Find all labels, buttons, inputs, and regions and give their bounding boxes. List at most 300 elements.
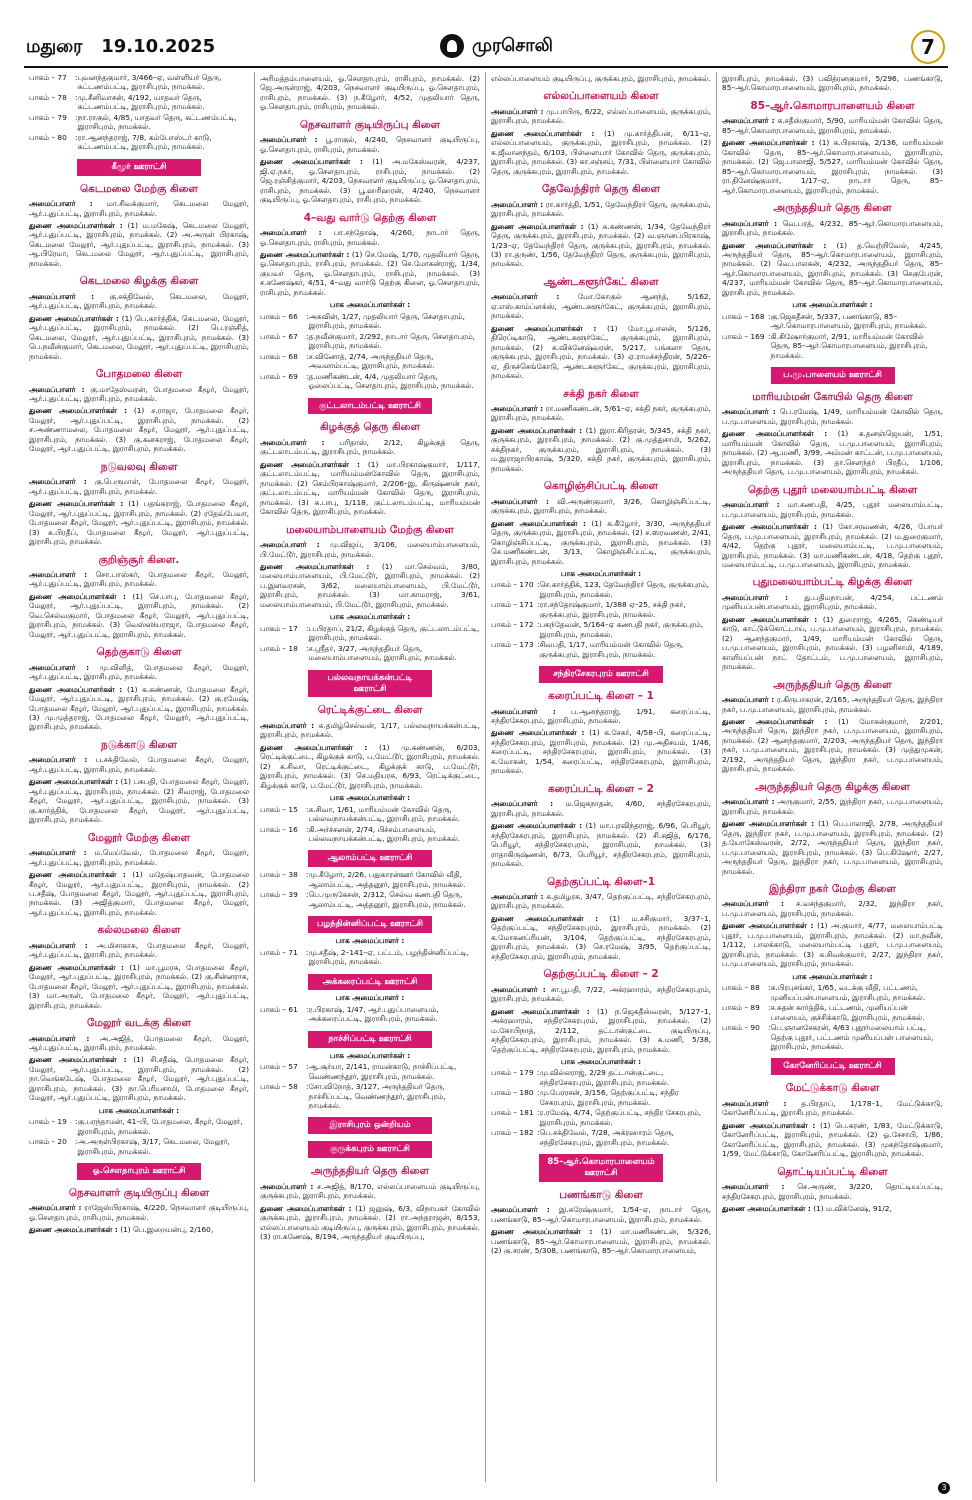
organiser-paragraph — [491, 324, 711, 381]
role-label: அமைப்பாளர் : — [722, 407, 776, 417]
branch-heading: பணங்காடு கிளை — [559, 1188, 643, 1201]
organiser-paragraph — [29, 199, 249, 218]
panchayat-banner: குட்டலாடம்பட்டி ஊராட்சி — [308, 398, 432, 415]
booth-entry — [491, 1108, 711, 1127]
separator: : — [306, 351, 309, 361]
organiser-paragraph — [491, 404, 711, 423]
organiser-paragraph — [260, 157, 480, 204]
organiser-paragraph — [29, 870, 249, 917]
panchayat-banner: நாச்சிப்பட்டி ஊராட்சி — [308, 1031, 432, 1048]
branch-heading: மாரியம்மன் கோயில் தெரு கிளை — [752, 391, 913, 403]
booth-entry — [491, 1068, 711, 1087]
panchayat-banner: பழந்தின்னிப்பட்டி ஊராட்சி — [308, 916, 432, 933]
organiser-paragraph — [722, 899, 943, 918]
branch-heading: குறிஞ்சூர் கிளை. — [98, 553, 180, 566]
booth-organiser: நா.ராகுல், 4/85, யாதவர் தெரு, கட்டணம்பட்டி, இராசிபுரம், நாமக்கல். — [77, 112, 237, 132]
panchayat-banner: ஓ.சௌதாபுரம் ஊராட்சி — [77, 1163, 201, 1180]
booth-organiser: மு.பேரரசன், 3/156, தெற்குப்பட்டி, சந்திர சேகரபுரம், இராசிபுரம், நாமக்கல். — [539, 1088, 679, 1107]
booth-organiser: சிவபதி, 1/17, மாரியம்மன் கோவில் தெரு, குருக்கபுரம், இராசிபுரம், நாமக்கல். — [539, 640, 684, 659]
organiser-paragraph — [29, 499, 249, 546]
separator: : — [75, 92, 78, 102]
booth-number: பாகம் – 58 — [260, 1082, 298, 1092]
organiser-details: ம.மெய்வேல், போதமலை கீழூர், மேலூர், ஆர்.புதுப்பட்டி, இராசிபுரம், நாமக்கல். — [29, 848, 249, 867]
organiser-paragraph — [491, 497, 711, 516]
organiser-paragraph — [29, 1034, 249, 1053]
organiser-details: ப.சக்திவேல், போதமலை கீழூர், மேலூர், ஆர்.புதுப்பட்டி, இராசிபுரம், நாமக்கல். — [29, 755, 249, 774]
organiser-details: இ.சுரேஷ்குமார், 1/54–ஏ, நாடார் தெரு, பணங்காடு, 85–ஆர்.கொமாரபாளையம், இராசிபுரம், நாமக்கல். — [491, 1205, 711, 1224]
booth-organiser: கு.பரந்தாமன், 41–பி, போதமலை, கீழூர், மேலூர், இராசிபுரம், நாமக்கல். — [77, 1117, 243, 1136]
corner-page-marker: 3 — [938, 1482, 950, 1494]
organiser-details: மு.விளித், போதமலை கீழூர், மேலூர், ஆர்.புதுப்பட்டி, இராசிபுரம், நாமக்கல். — [29, 662, 249, 682]
separator: : — [768, 1003, 771, 1013]
role-label: துணை அமைப்பாளர்கள் : — [260, 157, 363, 167]
organiser-paragraph — [722, 695, 943, 714]
organiser-details: (1) பெ.இறையன்பு, 2/160, — [120, 1225, 214, 1235]
organiser-paragraph — [722, 1204, 943, 1213]
separator: : — [537, 600, 540, 610]
organiser-paragraph — [29, 777, 249, 824]
organiser-details: செ.அருண், 3/220, தொட்டியப்பட்டி, சந்திரசேகரபுரம், இராசிபுரம், நாமக்கல். — [722, 1182, 943, 1201]
organiser-paragraph — [722, 74, 943, 93]
organiser-paragraph — [722, 615, 943, 672]
role-label: துணை அமைப்பாளர்கள் : — [29, 777, 119, 787]
paper-name: முரசொலி — [472, 34, 553, 56]
issue-date: 19.10.2025 — [101, 36, 216, 57]
organiser-paragraph — [29, 663, 249, 682]
organiser-paragraph — [722, 1121, 943, 1159]
organiser-details: ரா.கார்த்தி, 1/51, தேவேந்திரர் தெரு, குருக்கபுரம், இராசிபுரம், நாமக்கல். — [491, 199, 712, 219]
organiser-paragraph — [260, 250, 480, 297]
booth-entry — [491, 620, 711, 639]
branch-heading: மலையாம்பாளையம் மேற்கு கிளை — [286, 523, 454, 536]
organiser-paragraph — [29, 592, 249, 639]
role-label: அமைப்பாளர் : — [29, 477, 87, 487]
organiser-details: (1) சி.சதீஷ், போதமலை கீழூர், மேலூர், ஆர்.புதுப்பட்டி, இராசிபுரம், நாமக்கல். (2) நா.வெங்கடேஷ், போதமலை கீழூர், மேலூர், ஆர்.புதுப்பட்டி, இராசிபுரம், நாமக்கல். (3) நா.பெரியசாமி, போதமலை கீழூர், மேலூர், ஆர்.புதுப்பட்டி, இராசிபுரம், நாமக்கல். — [29, 1055, 249, 1103]
branch-heading: தெற்குப்பட்டி கிளை – 2 — [543, 968, 659, 981]
booth-subheading: பாக அமைப்பாளர்கள் : — [329, 612, 411, 622]
booth-organiser: கி.அர்ச்சனன், 2/74, பிச்சம்பாளையம், பல்லவநாயக்கன்பட்டி, இராசிபுரம், நாமக்கல். — [308, 824, 460, 843]
booth-entry — [722, 1023, 943, 1051]
booth-organiser: சோ.விநோத், 3/127, அருந்ததியர் தெரு, நாச்சிப்பட்டி, வெண்ணந்தூர், இராசிபுரம், நாமக்கல். — [308, 1082, 446, 1110]
organiser-details: (1) பெ.கார்த்திக், கெடமலை, மேலூர், ஆர்.புதுப்பட்டி, இராசிபுரம், நாமக்கல். (2) பெ.ரஞ்சித், கெடமலை, மேலூர், ஆர்.புதுப்பட்டி, இராசிபுரம், நாமக்கல். (3) பெ.நவீன்குமார், கெடமலை, மேலூர், ஆர்.புதுப்பட்டி, இராசிபுரம், நாமக்கல். — [29, 313, 249, 361]
column — [255, 72, 486, 1482]
role-label: அமைப்பாளர் : — [491, 984, 546, 994]
role-label: துணை அமைப்பாளர்கள் : — [29, 313, 119, 323]
organiser-details: (1) ஜனுஷ், 6/3, விநாயகர் கோவில் குருக்கபுரம், இராசிபுரம், நாமக்கல். (2) ரா.அந்தராஜன், 8/153, எல்லப்பாளையம் குடியிருப்பு, குருக்கபுரம், இராசிபுரம், நாமக்கல். (3) ரா.கணேஷ், 8/194, அருந்ததியர் குடியிருப்பு, — [260, 1203, 480, 1241]
role-label: துணை அமைப்பாளர்கள் : — [491, 1006, 590, 1016]
organiser-details: (1) ம.மகேஷ், கெடமலை மேலூர், ஆர்.புதுப்பட்டி, இராசிபுரம், நாமக்கல். (2) அ.அருள் பிரகாஷ், கெடமலை மேலூர், ஆர்.புதுப்பட்டி, இராசிபுரம், நாமக்கல். (3) ஆ.பிரேமா, கெடமலை மேலூர், ஆர்.புதுப்பட்டி, இராசிபுரம், நாமக்கல். — [29, 221, 249, 268]
booth-entry — [260, 948, 480, 967]
organiser-details: (1) பசுபதி, போதமலை கீழூர், மேலூர், ஆர்.புதுப்பட்டி, இராசிபுரம், நாமக்கல். (2) சிவராஜ், போதமலை கீழூர், மேலூர், ஆர்.புதுப்பட்டி, இராசிபுரம், நாமக்கல். (3) கு.கார்த்திக், போதமலை கீழூர், மேலூர், ஆர்.புதுப்பட்டி, இராசிபுரம், நாமக்கல். — [29, 777, 249, 825]
organiser-details: து.பதிமநாபன், 4/254, பட்டணம் முனியப்பன்பாளையம், இராசிபுரம், நாமக்கல். — [722, 592, 943, 612]
role-label: துணை அமைப்பாளர்கள் : — [29, 870, 126, 880]
branch-heading: நடுவலவு கிளை — [100, 460, 178, 473]
booth-number: பாகம் – 88 — [722, 983, 760, 993]
role-label: அமைப்பாளர் : — [491, 106, 544, 116]
panchayat-banner: ப.மு.பாளையம் ஊராட்சி — [771, 367, 895, 384]
role-label: துணை அமைப்பாளர்கள் : — [260, 742, 368, 752]
booth-number: பாகம் – 181 — [491, 1108, 534, 1118]
organiser-paragraph — [29, 1225, 249, 1234]
organiser-details: (1) கோ.சரவணன், 4/26, போயர் தெரு, ப.மு.பாளையம், இராசிபுரம், நாமக்கல். (2) ம.துரைகுமார், 4/42, தெற்கு புதூர், மலையாம்பட்டி, ப.மு.பாளையம், இராசிபுரம், நாமக்கல். (3) மா.மணிகண்டன், 4/18, தெற்கு புதூர், மலையாம்பட்டி, ப.மு.பாளையம், இராசிபுரம், நாமக்கல். — [722, 522, 943, 569]
booth-entry — [491, 600, 711, 619]
branch-heading: மேலூர் வடக்கு கிளை — [87, 1017, 191, 1030]
separator: : — [537, 620, 540, 630]
organiser-paragraph — [722, 1182, 943, 1201]
separator: : — [537, 1068, 540, 1078]
booth-organiser: ச.வினோத், 2/74, அருந்ததியர் தெரு, அவலாம்பட்டி, இராசிபுரம், நாமக்கல். — [308, 351, 435, 371]
booth-organiser: அ.அருள்பிரகாஷ், 3/17, கெடமலை, மேலூர், இராசிபுரம், நாமக்கல். — [77, 1137, 230, 1156]
organiser-paragraph — [722, 116, 943, 135]
booth-number: பாகம் – 69 — [260, 371, 298, 381]
booth-number: பாகம் – 169 — [722, 331, 765, 341]
organiser-paragraph — [260, 1182, 480, 1201]
organiser-details: (1) மு.கண்ணன், 6/203, ரெட்டிக்குட்டை, கிழக்குக் காடு, ப.மேட்டூர், இராசிபுரம், நாமக்கல். (2) க.சிவா, ரெட்டிக்குட்டை, கிழக்குக் காடு, ப.மேட்டூர், இராசிபுரம், நாமக்கல். (3) செ.மதியரசு, 6/93, ரெட்டிக்குட்டை, கிழக்குக் காடு, ப.மேட்டூர், இராசிபுரம், நாமக்கல். — [260, 742, 480, 790]
organiser-paragraph — [491, 426, 711, 473]
role-label: துணை அமைப்பாளர்கள் : — [491, 221, 584, 231]
role-label: துணை அமைப்பாளர்கள் : — [29, 499, 124, 509]
organiser-paragraph — [260, 74, 480, 112]
organiser-details: (1) பெ.பாலாஜி, 2/78, அருந்ததியர் தெரு, இந்திரா நகர், ப.மு.பாளையம், இராசிபுரம், நாமக்கல். (2) த.யோகேஸ்வரன், 2/72, அருந்ததியர் தெரு, இந்திரா நகர், ப.மு.பாளையம், இராசிபுரம், நாமக்கல். (3) பெ.கிஷோர், 2/27, அருந்ததியர் தெரு, இந்திரா நகர், ப.மு.பாளையம், இராசிபுரம், நாமக்கல். — [722, 819, 943, 876]
role-label: துணை அமைப்பாளர்கள் : — [491, 821, 583, 831]
separator: : — [306, 824, 309, 834]
organiser-paragraph — [260, 460, 480, 517]
organiser-details: (1) துரைராஜ், 4/265, கெண்டியர் காடு, காட்டுக்கொட்டாய், ப.மு.பாளையம், இராசிபுரம், நாமக்கல். (2) ஆனந்தகுமார், 1/49, மாரியம்மன் கோவில் தெரு, ப.மு.பாளையம், இராசிபுரம், நாமக்கல். (3) பழனிசாமி, 4/189, காளியப்பன் நாட் தோட்டம், ப.மு.பாளையம், இராசிபுரம், நாமக்கல். — [722, 614, 943, 672]
organiser-paragraph — [260, 228, 480, 247]
organiser-paragraph — [722, 522, 943, 569]
booth-entry — [29, 113, 249, 132]
branch-heading: 4–வது வார்டு தெற்கு கிளை — [303, 211, 437, 224]
role-label: அமைப்பாளர் : — [29, 1203, 82, 1213]
branch-heading: அருந்ததியர் தெரு கிளை — [310, 1165, 430, 1178]
booth-number: பாகம் – 180 — [491, 1088, 534, 1098]
role-label: அமைப்பாளர் : — [722, 797, 775, 807]
role-label: அமைப்பாளர் : — [491, 404, 544, 413]
role-label: துணை அமைப்பாளர்கள் : — [260, 561, 370, 571]
role-label: அமைப்பாளர் : — [722, 218, 778, 228]
branch-heading: தெற்குப்பட்டி கிளை–1 — [547, 875, 655, 888]
booth-subheading: பாக அமைப்பாளர்கள் : — [329, 300, 411, 310]
organiser-details: பெ.ரமேஷ், 1/49, மாரியம்மன் கோவில் தெரு, ப.மு.பாளையம், இராசிபுரம், நாமக்கல். — [722, 407, 943, 426]
role-label: அமைப்பாளர் : — [491, 706, 556, 716]
booth-number: பாகம் – 19 — [29, 1117, 67, 1127]
booth-entry — [722, 332, 943, 360]
organiser-paragraph — [29, 755, 249, 774]
booth-organiser: செ.கார்த்திக், 123, தேவேந்திரர் தெரு, குருக்கபுரம், இராசிபுரம், நாமக்கல். — [539, 580, 710, 599]
organiser-details: கு.பெருமாள், போதமலை கீழூர், மேலூர், ஆர்.புதுப்பட்டி, இராசிபுரம், நாமக்கல். — [29, 477, 249, 496]
organiser-paragraph — [491, 519, 711, 566]
separator: : — [75, 1117, 78, 1127]
role-label: அமைப்பாளர் : — [29, 569, 88, 579]
booth-organiser: ச.ஸ்ரீதர், 3/27, அருந்ததியர் தெரு, மலையாம்பாளையம், இராசிபுரம், நாமக்கல். — [308, 643, 457, 663]
organiser-paragraph — [722, 717, 943, 774]
organiser-paragraph — [491, 222, 711, 269]
booth-number: பாகம் – 17 — [260, 623, 298, 633]
organiser-paragraph — [491, 200, 711, 219]
role-label: அமைப்பாளர் : — [491, 199, 544, 209]
organiser-paragraph — [491, 985, 711, 1004]
booth-subheading: பாக அமைப்பாளர்கள் : — [560, 569, 642, 578]
role-label: அமைப்பாளர் : — [722, 1098, 787, 1108]
booth-entry — [29, 133, 249, 152]
branch-heading: இந்திரா நகர் மேற்கு கிளை — [769, 883, 896, 895]
booth-organiser: பெ.ஞானசேகரன், 4/63 புதூர்மலையாம் பட்டி, தெற்கு புதூர், பட்டணம் முனியப்பன் பாளையம், இராசிபுரம், நாமக்கல். — [770, 1023, 934, 1051]
role-label: துணை அமைப்பாளர்கள் : — [260, 459, 360, 469]
panchayat-banner: 85–ஆர்.கொமாரபாளையம் ஊராட்சி — [539, 1154, 663, 1182]
organiser-details: (1) க.கீழோர், 3/30, அருந்ததியர் தெரு, குருக்கபுரம், இராசிபுரம், நாமக்கல். (2) ச.ஸரவணன், 2/41, கொழிஞ்சிப்பட்டி, குருக்கபுரம், இராசிபுரம், நாமக்கல். (3) செ.மணிகண்டன், 3/13, கொழிஞ்சிப்பட்டி, குருக்கபுரம், இராசிபுரம், நாமக்கல். — [491, 518, 711, 566]
separator: : — [306, 623, 309, 633]
separator: : — [537, 640, 540, 650]
organiser-paragraph — [29, 406, 249, 453]
organiser-details: (1) பதங்கராஜ், போதமலை கீழூர், மேலூர், ஆர்.புதுப்பட்டி, இராசிபுரம், நாமக்கல். (2) ரதேவ்பேவா, போதமலை கீழூர், மேலூர், ஆர்.புதுப்பட்டி, இராசிபுரம், நாமக்கல். (3) சு.பிரதீப், போதமலை கீழூர், மேலூர், ஆர்.புதுப்பட்டி, இராசிபுரம், நாமக்கல். — [29, 499, 249, 547]
organiser-details: வெ.பரத், 4/232, 85–ஆர்.கொமாரபாளையம், இராசிபுரம், நாமக்கல். — [722, 218, 943, 238]
booth-number: பாகம் – 71 — [260, 947, 298, 957]
organiser-details: சொ.பாஸ்கர், போதமலை கீழூர், மேலூர், ஆர்.புதுப்பட்டி, இராசிபுரம், நாமக்கல். — [29, 569, 250, 589]
branch-heading: புதுமலையாம்பட்டி கிழக்கு கிளை — [752, 576, 913, 589]
role-label: துணை அமைப்பாளர்கள் : — [722, 819, 815, 829]
booth-number: பாகம் – 20 — [29, 1137, 67, 1147]
role-label: அமைப்பாளர் : — [29, 662, 90, 672]
role-label: அமைப்பாளர் : — [29, 384, 85, 394]
separator: : — [306, 331, 309, 341]
branch-heading: சக்தி நகர் கிளை — [563, 387, 639, 400]
separator: : — [768, 311, 771, 321]
organiser-details: க.சதீஸ்குமார், 5/90, மாரியம்மன் கோவில் தெரு, 85–ஆர்.கொமாரபாளையம், இராசிபுரம், நாமக்கல். — [722, 116, 943, 135]
branch-heading: 85–ஆர்.கொமாரபாளையம் கிளை — [750, 99, 915, 112]
booth-number: பாகம் – 90 — [722, 1023, 760, 1033]
organiser-paragraph — [29, 292, 249, 311]
organiser-details: (1) இரா.கிரிதரன், 5/345, சக்தி நகர், குருக்கபுரம், இராசிபுரம், நாமக்கல். (2) கு.முத்துசாமி, 5/262, சக்திநகர், குருக்கபுரம், இராசிபுரம், நாமக்கல். (3) ம.இராஜாபிரகாஷ், 5/320, சக்தி நகர், குருக்கபுரம், இராசிபுரம், நாமக்கல். — [491, 425, 712, 473]
separator: : — [306, 870, 309, 880]
organiser-details: ராஜேஸ்பிரகாஷ், 4/220, நெசவாளர் குடியிருப்பு, ஓ.சௌதாபுரம், ராசிபுரம், நாமக்கல். — [29, 1203, 250, 1222]
organiser-paragraph — [491, 799, 711, 818]
role-label: துணை அமைப்பாளர்கள் : — [29, 962, 124, 972]
booth-number: பாகம் – 57 — [260, 1062, 298, 1072]
role-label: துணை அமைப்பாளர்கள் : — [491, 913, 599, 923]
organiser-paragraph — [491, 821, 711, 868]
booth-organiser: பெ.முருகேசன், 2/312, செல்வ கணபதி தெரு, ஆலாம்பட்டி, அத்தனூர், இராசிபுரம், நாமக்கல். — [308, 890, 466, 909]
booth-subheading: பாக அமைப்பாளர்கள் : — [98, 1105, 180, 1115]
organiser-paragraph — [491, 129, 711, 176]
organiser-details: (1) மா.மணிகண்டன், 5/326, பணங்காடு, 85–ஆர்.கொமாரபாளையம், இராசிபுரம், நாமக்கல். (2) கு.சரண், 5/308, பணங்காடு, 85–ஆர்.கொமாரபாளையம், — [491, 1227, 711, 1256]
role-label: அமைப்பாளர் : — [491, 496, 549, 506]
organiser-details: கு.சக்திவேல், கெடமலை, மேலூர், ஆர்.புதுப்பட்டி, இராசிபுரம், நாமக்கல். — [29, 291, 249, 311]
booth-entry — [260, 1082, 480, 1110]
branch-heading: அருந்ததியர் தெரு கிளை — [773, 678, 892, 691]
separator: : — [768, 983, 771, 993]
organiser-details: ர.கிருபாகரன், 2/165, அருந்ததியர் தெரு, இந்திரா நகர், ப.மு.பாளையம், இராசிபுரம், நாமக்கல். — [722, 695, 944, 714]
booth-number: பாகம் – 173 — [491, 640, 534, 650]
organiser-details: (1) க.சேகர், 4/58–பி, கரைப்பட்டி, சந்திரசேகரபுரம், இராசிபுரம், நாமக்கல். (2) மு.அதிசயம், 1/46, கரைப்பட்டி, சந்திரசேகரபுரம், இராசிபுரம், நாமக்கல். (3) க.மோகன், 1/54, கரைப்பட்டி, சந்திரசேகரபுரம், இராசிபுரம், நாமக்கல். — [491, 728, 711, 776]
booth-subheading: பாக அமைப்பாளர் : — [335, 936, 405, 946]
booth-number: பாகம் – 66 — [260, 311, 298, 321]
role-label: துணை அமைப்பாளர்கள் : — [722, 1120, 816, 1130]
organiser-paragraph — [722, 241, 943, 298]
organiser-details: க.தமிழ்செல்வன், 1/17, பல்லவநாயக்கன்பட்டி, இராசிபுரம், நாமக்கல். — [260, 720, 480, 740]
role-label: அமைப்பாளர் : — [260, 540, 320, 550]
role-label: அமைப்பாளர் : — [722, 116, 775, 126]
role-label: துணை அமைப்பாளர்கள் : — [722, 1203, 811, 1213]
booth-number: பாகம் – 170 — [491, 580, 534, 590]
organiser-paragraph — [260, 540, 480, 559]
booth-entry — [260, 332, 480, 351]
booth-organiser: பசுந்தேவன், 5/164–ஏ கணபதி நகர், குருக்கபுரம், இராசிபுரம், நாமக்கல். — [539, 620, 704, 639]
booth-subheading: பாக அமைப்பாளர் : — [335, 993, 405, 1003]
organiser-details: அ.அஜித், போதமலை கீழூர், மேலூர், ஆர்.புதுப்பட்டி, இராசிபுரம், நாமக்கல். — [29, 1033, 249, 1052]
organiser-details: (1) செ.பாபு, போதமலை கீழூர், மேலூர், ஆர்.புதுப்பட்டி, இராசிபுரம், நாமக்கல். (2) வெ.செல்வகுமார், போதமலை கீழூர், மேலூர், ஆர்.புதுப்பட்டி, இராசிபுரம், நாமக்கல். (3) வெஸ்ஸியராஜா, போதமலை கீழூர், மேலூர், ஆர்.புதுப்பட்டி, இராசிபுரம், நாமக்கல். — [29, 591, 249, 639]
branch-heading: கொழிஞ்சிப்பட்டி கிளை — [543, 480, 659, 493]
organiser-details: (1) மா.புரவிந்தராஜ், 6/96, பெரியூர், சந்திரசேகரபுரம், இராசிபுரம், நாமக்கல். (2) சி.சுஜித், 6/176, பெரியூர், சந்திரசேகரபுரம், இராசிபுரம், நாமக்கல். (3) ராதாகிருஷ்ணன், 6/73, பெரியூர், சந்திரசேகரபுரம், இராசிபுரம், நாமக்கல். — [491, 821, 711, 869]
organiser-paragraph — [491, 74, 711, 83]
panchayat-banner: குருக்கபுரம் ஊராட்சி — [308, 1141, 432, 1158]
organiser-details: அ.மிசாகாசு, போதமலை கீழூர், மேலூர், ஆர்.புதுப்பட்டி, இராசிபுரம், நாமக்கல். — [29, 940, 249, 960]
organiser-details: (1) ம.சசிகுமார், 3/37–1, தெற்குப்பட்டி, சந்திரசேகரபுரம், இராசிபுரம், நாமக்கல். (2) க.மோகனப்ரியன், 3/104, தெற்குப்பட்டி, சந்திரசேகரபுரம், இராசிபுரம், நாமக்கல். (3) செ.ரமேஷ், 3/95, தெற்குப்பட்டி, சந்திரசேகரபுரம், இராசிபுரம், நாமக்கல். — [491, 913, 711, 961]
booth-number: பாகம் – 89 — [722, 1003, 760, 1013]
branch-heading: அருந்ததியர் தெரு கிழக்கு கிளை — [755, 780, 910, 793]
separator: : — [537, 1108, 540, 1118]
organiser-paragraph — [722, 500, 943, 519]
branch-heading: தெற்கு புதூர் மலையாம்பட்டி கிளை — [747, 483, 918, 496]
separator: : — [306, 1082, 309, 1092]
booth-entry — [29, 73, 249, 92]
organiser-details: பா.சந்தோஷ், 4/260, நாடார் தெரு, ஓ.சௌதாபுரம், ராசிபுரம், நாமக்கல். — [260, 228, 480, 247]
separator: : — [768, 331, 771, 341]
organiser-paragraph — [491, 728, 711, 775]
branch-heading: கரைப்பட்டி கிளை – 1 — [548, 690, 654, 703]
role-label: அமைப்பாளர் : — [29, 1033, 90, 1043]
organiser-paragraph — [491, 292, 711, 320]
separator: : — [537, 580, 540, 590]
branch-heading: நடுக்காடு கிளை — [100, 738, 178, 751]
organiser-details: ச.வசந்தகுமார், 2/32, இந்திரா நகர், ப.மு.பாளையம், இராசிபுரம், நாமக்கல். — [722, 899, 944, 918]
organiser-paragraph — [722, 407, 943, 426]
role-label: துணை அமைப்பாளர்கள் : — [491, 518, 586, 528]
organiser-details: (1) ந.ஜெகதீஸ்வரன், 5/127–1, அக்ரஹாரம், சந்திரசேகரபுரம், இராசிபுரம், நாமக்கல். (2) ம.கோபிநாத், 2/112, தட்டான்குட்டை குடியிருப்பு, சந்திரசேகரபுரம், இராசிபுரம், நாமக்கல். (3) சு.மணி, 5/38, தெற்குப்பட்டி, சந்திரசேகரபுரம், இராசிபுரம், நாமக்கல். — [491, 1006, 711, 1054]
organiser-details: (1) மா.செல்வம், 3/80, மலையாம்பாளையம், பி.மேட்டூர், இராசிபுரம், நாமக்கல். (2) ப.இளவரசன், 3/62, மலையாம்பாளையம், பி.மேட்டூர், இராசிபுரம், நாமக்கல். (3) மா.காமராஜ், 3/61, மலையாம்பாளையம், பி.மேட்டூர், இராசிபுரம், நாமக்கல். — [260, 561, 480, 609]
organiser-details: (1) ம.விக்னேஷ், 91/2, — [813, 1203, 892, 1213]
organiser-details: மோ.கோகுல் ஆனந்த், 5/162, ஏ.எஸ்.காம்ப்ளக்ஸ், ஆண்டகளூர்கேட், குருக்கபுரம், இராசிபுரம், நாமக்கல். — [491, 292, 711, 321]
branch-heading: தேவேந்திரர் தெரு கிளை — [541, 183, 661, 196]
role-label: அமைப்பாளர் : — [491, 1205, 550, 1215]
booth-number: பாகம் – 79 — [29, 112, 67, 122]
branch-heading: தொட்டியப்பட்டி கிளை — [777, 1165, 888, 1178]
role-label: அமைப்பாளர் : — [491, 292, 560, 302]
role-label: அமைப்பாளர் : — [260, 135, 318, 145]
booth-number: பாகம் – 16 — [260, 824, 298, 834]
organiser-paragraph — [722, 429, 943, 476]
organiser-paragraph — [260, 1204, 480, 1242]
organiser-details: மு.விஜய், 3/106, மலையாம்பாளையம், பி.மேட்டூர், இராசிபுரம், நாமக்கல். — [260, 540, 480, 559]
role-label: துணை அமைப்பாளர்கள் : — [491, 728, 585, 738]
organiser-paragraph — [722, 593, 943, 612]
branch-heading: தெற்குகாடு கிளை — [96, 646, 182, 659]
role-label: அமைப்பாளர் : — [722, 695, 775, 705]
panchayat-banner: இராசிபுரம் ஒன்றியம் — [308, 1117, 432, 1134]
organiser-paragraph — [260, 721, 480, 740]
branch-heading: போதமலை கிளை — [95, 368, 183, 381]
booth-entry — [260, 372, 480, 391]
role-label: துணை அமைப்பாளர்கள் : — [260, 1203, 352, 1213]
booth-organiser: ர.பிரகாஷ், 1/47, ஆர்.புதுப்பாளையம், அக்கரைப்பட்டி, இராசிபுரம், நாமக்கல். — [308, 1004, 439, 1024]
separator: : — [768, 1023, 771, 1033]
organiser-details: (1) அ.மகேஸ்வரன், 4/237, ஜி.ஏ.நகர், ஓ.சௌதாபுரம், ராசிபுரம், நாமக்கல். (2) ஜெ.ரஞ்சித்குமார், 4/203, நெசவாளர் குடியிருப்பு, ஓ.சௌதாபுரம், ராசிபுரம், நாமக்கல். (3) பூ.ஹரிஹரன், 4/240, நெசவாளர் குடியிருப்பு, ஓ.சௌதாபுரம், ராசிபுரம், நாமக்கல். — [260, 157, 480, 205]
columns — [24, 72, 948, 1482]
branch-heading: மேட்டுக்காடு கிளை — [785, 1082, 880, 1095]
booth-number: பாகம் – 18 — [260, 643, 298, 653]
branch-heading: நெசவாளர் குடியிருப்பு கிளை — [299, 118, 441, 131]
organiser-paragraph — [722, 797, 943, 816]
booth-number: பாகம் – 78 — [29, 92, 67, 102]
separator: : — [75, 112, 78, 122]
booth-entry — [491, 1088, 711, 1107]
booth-number: பாகம் – 38 — [260, 870, 298, 880]
booth-organiser: மு.சீனிவாசன், 4/192, யாதவர் தெரு, கட்டணம்பட்டி, இராசிபுரம், நாமக்கல். — [77, 92, 205, 112]
column — [486, 72, 717, 1482]
branch-heading: எல்லப்பாளையம் கிளை — [543, 90, 659, 103]
organiser-details: க.தமிழரசு, 3/47, தெற்குப்பட்டி, சந்திரசேகரபுரம், இராசிபுரம், நாமக்கல். — [491, 891, 711, 911]
organiser-paragraph — [260, 438, 480, 457]
booth-number: பாகம் – 168 — [722, 311, 765, 321]
booth-organiser: ர.ரமேஷ், 4/74, தெற்குப்பட்டி, சந்திர சேகரபுரம், இராசிபுரம், நாமக்கல். — [539, 1108, 702, 1127]
role-label: துணை அமைப்பாளர்கள் : — [491, 425, 583, 435]
organiser-details: (1) மோகன்குமார், 2/201, அருந்ததியர் தெரு, இந்திரா நகர், ப.மு.பாளையம், இராசிபுரம், நாமக்கல். (2) ஆனந்தகுமார், 2/203, அருந்ததியர் தெரு, இந்திரா நகர், ப.மு.பாளையம், இராசிபுரம், நாமக்கல். (3) முத்துமுகன், 2/192, அருந்ததியர் தெரு, இந்திரா நகர், ப.மு.பாளையம், இராசிபுரம், நாமக்கல். — [722, 717, 943, 774]
role-label: அமைப்பாளர் : — [29, 291, 95, 301]
organiser-paragraph — [29, 848, 249, 867]
organiser-details: (1) க.கண்ணன், போதமலை கீழூர், மேலூர், ஆர்.புதுப்பட்டி, இராசிபுரம், நாமக்கல். (2) கு.ரமேஷ், போதமலை கீழூர், மேலூர், ஆர்.புதுப்பட்டி, இராசிபுரம், நாமக்கல். (3) மு.முத்தராஜ், போதமலை கீழூர், மேலூர், ஆர்.புதுப்பட்டி, இராசிபுரம், நாமக்கல். — [29, 684, 249, 732]
role-label: அமைப்பாளர் : — [29, 848, 87, 858]
role-label: துணை அமைப்பாளர்கள் : — [29, 1225, 118, 1235]
booth-number: பாகம் – 171 — [491, 600, 534, 610]
organiser-paragraph — [29, 385, 249, 404]
organiser-details: (1) மோ.பூபாலன், 5/126, திரெப்டிகாடு, ஆண்டகளூர்கேட், குருக்கபுரம், இராசிபுரம், நாமக்கல். (2) க.விக்னேஷ்வரன், 5/217, பங்களா தெரு, குருக்கபுரம், இராசிபுரம், நாமக்கல். (3) ஏ.ராமச்சந்திரன், 5/226–ஏ, திருச்செங்கோடு, ஆண்டகளூர்கேட், குருக்கபுரம், இராசிபுரம், நாமக்கல். — [491, 323, 711, 381]
role-label: துணை அமைப்பாளர்கள் : — [491, 128, 595, 138]
organiser-paragraph — [722, 1099, 943, 1118]
role-label: அமைப்பாளர் : — [29, 199, 93, 209]
booth-organiser: கு.ஜெகதீசன், 5/337, பணங்காடு, 85–ஆர்.கொமாரபாளையம், இராசிபுரம், நாமக்கல். — [770, 311, 928, 331]
booth-organiser: பெ.சக்திவேல், 7/28, அக்ரஹாரம் தெரு, சந்திரசேகரபுரம், இராசிபுரம், நாமக்கல். — [539, 1128, 674, 1147]
organiser-paragraph — [722, 819, 943, 876]
organiser-paragraph — [491, 892, 711, 911]
booth-entry — [722, 1003, 943, 1022]
booth-organiser: த.நவீன்குமார், 2/292, நாடார் தெரு, சௌதாபுரம், இராசிபுரம், நாமக்கல். — [308, 331, 476, 351]
booth-entry — [260, 624, 480, 643]
separator: : — [75, 132, 78, 142]
role-label: துணை அமைப்பாளர்கள் : — [260, 249, 350, 259]
panchayat-banner: சந்திரசேகரபுரம் ஊராட்சி — [539, 666, 663, 683]
organiser-details: (1) ச.ராஜா, போதமலை கீழூர், மேலூர், ஆர்.புதுப்பட்டி, இராசிபுரம், நாமக்கல். (2) ச.அண்ணாமலை, போதமலை கீழூர், மேலூர், ஆர்.புதுப்பட்டி, இராசிபுரம், நாமக்கல். (3) கு.கனகராஜ், போதமலை கீழூர், மேலூர், ஆர்.புதுப்பட்டி, இராசிபுரம், நாமக்கல். — [29, 406, 249, 454]
rising-sun-logo-icon — [440, 34, 464, 58]
booth-entry — [260, 825, 480, 844]
branch-heading: நெசவாளர் குடியிருப்பு கிளை — [68, 1187, 210, 1200]
organiser-details: பரிதாஸ், 2/12, கிழக்குத் தெரு, குட்டலாடம்பட்டி, இராசிபுரம், நாமக்கல். — [260, 437, 480, 457]
role-label: அமைப்பாளர் : — [722, 1182, 785, 1192]
booth-entry — [260, 870, 480, 889]
booth-entry — [491, 580, 711, 599]
organiser-details: எல்லப்பாளையம் குடியிருப்பு, குருக்கபுரம், இராசிபுரம், நாமக்கல். — [491, 74, 711, 83]
booth-organiser: ரா.ஆனந்தராஜ், 7/8, கம்போஸ்டர் காடு, கட்டணம்பட்டி, இராசிபுரம், நாமக்கல். — [77, 132, 212, 152]
booth-entry — [29, 93, 249, 112]
booth-organiser: ஆ.சூர்யா, 2/141, ராமன்காடு, நாச்சிப்பட்டி, வெண்ணந்தூர், இராசிபுரம், நாமக்கல். — [308, 1062, 457, 1081]
booth-entry — [722, 983, 943, 1002]
organiser-details: இராசிபுரம், நாமக்கல். (3) பவித்ரனகுமார், 5/296, பணங்காடு, 85–ஆர்.கொமாரபாளையம், இராசிபுரம், நாமக்கல். — [722, 74, 943, 93]
panchayat-banner: அக்கரைப்பட்டி ஊராட்சி — [308, 974, 432, 991]
separator: : — [306, 643, 309, 653]
masthead — [0, 0, 972, 64]
organiser-details: (1) செ.மேஷ், 1/70, முதலியார் தெரு, ஓ.சௌதாபுரம், ராசிபுரம், நாமக்கல். (2) செ.மோகன்ராஜ், 1/34, குயவர் தெரு, ஓ.சௌதாபுரம், ராசிபுரம், நாமக்கல். (3) ச.கணேஷ்கர், 4/51, 4–வது வார்டு தெற்கு கிளை, ஓ.சௌதாபுரம், ராசிபுரம், நாமக்கல். — [260, 249, 480, 297]
organiser-details: (1) பெ.கரண், 1/83, மேட்டுக்காடு, கோனேரிப்பட்டி, இராசிபுரம், நாமக்கல். (2) ஓ.சேசாபி, 1/86, கோனேரிப்பட்டி, இராசிபுரம், நாமக்கல். (3) முகந்தோஷ்குமார், 1/59, மேட்டுக்காடு, கோனேரிப்பட்டி, இராசிபுரம், நாமக்கல். — [722, 1120, 943, 1159]
panchayat-banner: பல்லவநாயக்கன்பட்டி ஊராட்சி — [308, 670, 432, 698]
separator: : — [75, 73, 78, 82]
